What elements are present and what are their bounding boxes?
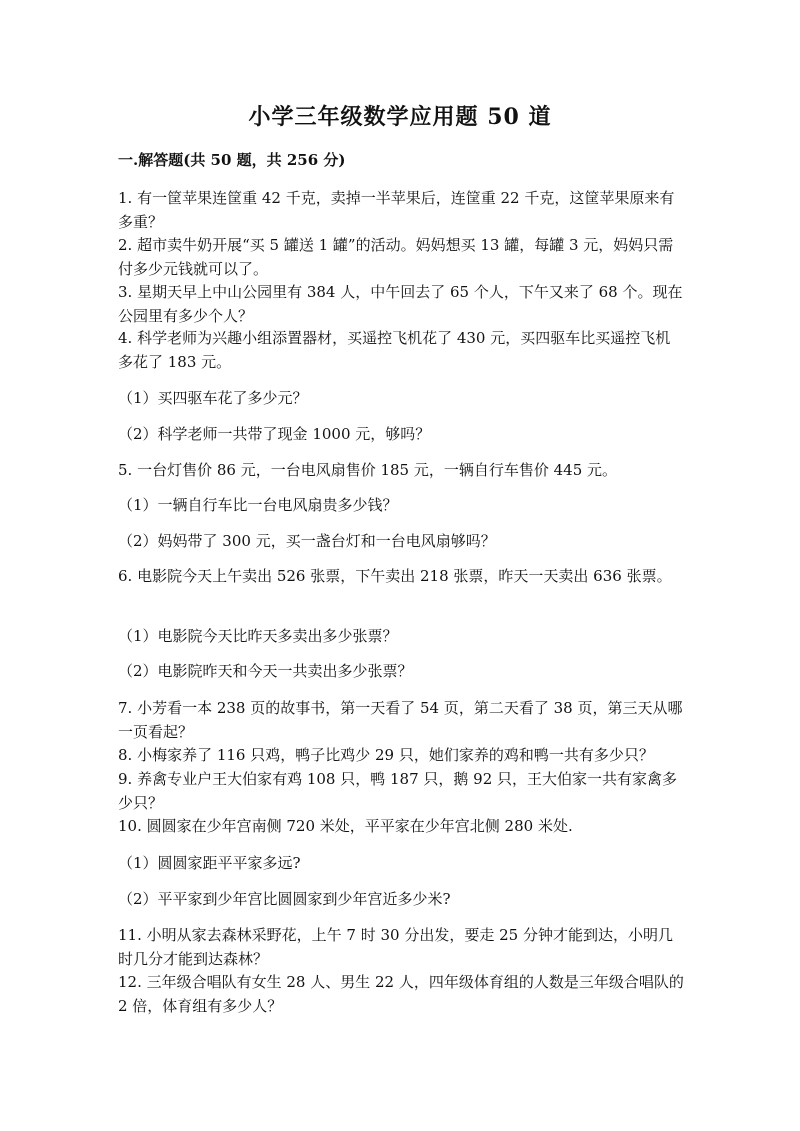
question-9: 9. 养禽专业户王大伯家有鸡 108 只，鸭 187 只，鹅 92 只，王大伯家一共有家禽多少只？: [118, 770, 678, 812]
question-4-part-1: （1）买四驱车花了多少元？: [118, 389, 308, 407]
question-6-part-1: （1）电影院今天比昨天多卖出多少张票？: [118, 627, 398, 645]
question-6-part-2: （2）电影院昨天和今天一共卖出多少张票？: [118, 662, 413, 680]
question-4: 4. 科学老师为兴趣小组添置器材，买遥控飞机花了 430 元，买四驱车比买遥控飞机多花了 183 元。: [118, 329, 671, 371]
section-heading: 一.解答题(共 50 题，共 256 分): [118, 151, 346, 169]
page-title: 小学三年级数学应用题 50 道: [248, 104, 552, 130]
question-11: 11. 小明从家去森林采野花，上午 7 时 30 分出发，要走 25 分钟才能到达，小明几时几分才能到达森林？: [118, 926, 673, 968]
question-3: 3. 星期天早上中山公园里有 384 人，中午回去了 65 个人，下午又来了 68 个。现在公园里有多少个人？: [118, 283, 683, 325]
question-8: 8. 小梅家养了 116 只鸡，鸭子比鸡少 29 只，她们家养的鸡和鸭一共有多少只？: [118, 746, 654, 764]
question-2: 2. 超市卖牛奶开展“买 5 罐送 1 罐”的活动。妈妈想买 13 罐，每罐 3 元，妈妈只需付多少元钱就可以了。: [118, 236, 674, 278]
question-5: 5. 一台灯售价 86 元，一台电风扇售价 185 元，一辆自行车售价 445 元。: [118, 461, 618, 479]
question-4-part-2: （2）科学老师一共带了现金 1000 元，够吗？: [118, 425, 431, 443]
question-7: 7. 小芳看一本 238 页的故事书，第一天看了 54 页，第二天看了 38 页，第三天从哪一页看起？: [118, 699, 683, 741]
question-1: 1. 有一筐苹果连筐重 42 千克，卖掉一半苹果后，连筐重 22 千克，这筐苹果原来有多重？: [118, 189, 675, 231]
question-6: 6. 电影院今天上午卖出 526 张票，下午卖出 218 张票，昨天一天卖出 636 张票。: [118, 567, 672, 585]
question-12: 12. 三年级合唱队有女生 28 人、男生 22 人，四年级体育组的人数是三年级合唱队的 2 倍，体育组有多少人？: [118, 973, 684, 1015]
question-5-part-1: （1）一辆自行车比一台电风扇贵多少钱？: [118, 496, 398, 514]
question-10: 10. 圆圆家在少年宫南侧 720 米处，平平家在少年宫北侧 280 米处.: [118, 817, 573, 835]
question-5-part-2: （2）妈妈带了 300 元，买一盏台灯和一台电风扇够吗？: [118, 532, 496, 550]
question-10-part-1: （1）圆圆家距平平家多远?: [118, 854, 301, 872]
question-10-part-2: （2）平平家到少年宫比圆圆家到少年宫近多少米?: [118, 890, 451, 908]
